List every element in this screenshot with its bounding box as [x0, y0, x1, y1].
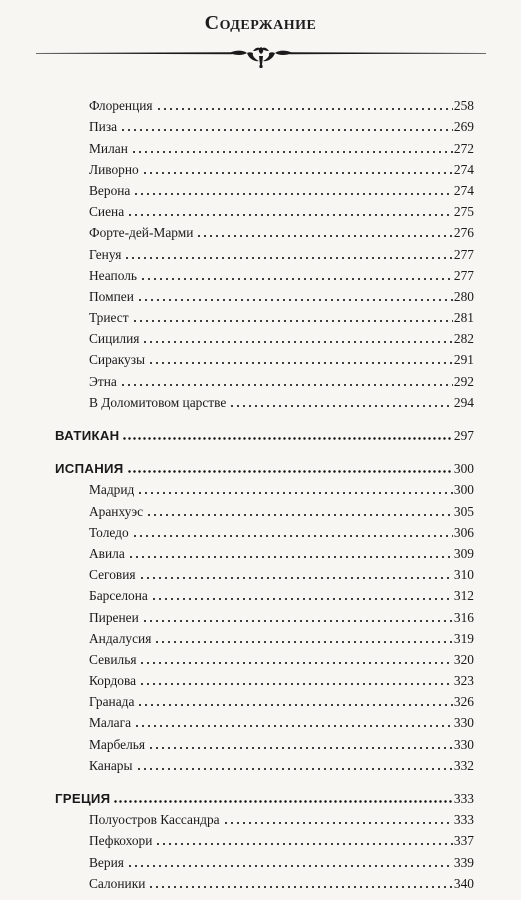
toc-entry-title: Пиза — [89, 119, 118, 135]
toc-entry[interactable] — [0, 113, 474, 134]
toc-entry[interactable] — [0, 156, 474, 177]
toc-entry[interactable] — [0, 92, 474, 113]
toc-entry-title: Помпеи — [89, 288, 134, 304]
toc-entry-title: ИСПАНИЯ — [55, 461, 124, 477]
toc-entry-title: Гранада — [89, 694, 135, 710]
toc-entry[interactable] — [0, 240, 474, 261]
toc-entry-title: Сеговия — [89, 567, 136, 583]
toc-page-number: 320 — [453, 651, 474, 667]
dot-leader — [156, 108, 453, 110]
toc-entry[interactable] — [0, 346, 474, 367]
dot-leader — [155, 843, 453, 845]
dot-leader — [137, 299, 453, 301]
toc-entry[interactable] — [0, 827, 474, 848]
toc-page-number: 277 — [453, 246, 474, 262]
toc-entry-title: ГРЕЦИЯ — [55, 791, 111, 806]
toc-entry[interactable] — [0, 219, 474, 240]
dot-leader — [137, 704, 453, 706]
toc-entry[interactable] — [0, 625, 474, 646]
toc-entry[interactable] — [0, 646, 474, 667]
dot-leader — [133, 193, 453, 195]
toc-page-number: 275 — [453, 204, 474, 220]
toc-entry-title: Сиена — [89, 204, 125, 220]
toc-entry-title: Канары — [89, 757, 133, 773]
toc-entry-title: Этна — [89, 373, 117, 389]
toc-entry[interactable] — [0, 561, 474, 582]
toc-page-number: 339 — [453, 854, 474, 870]
dot-leader — [132, 320, 453, 322]
dot-leader — [128, 556, 453, 558]
toc-page-number: 310 — [453, 567, 474, 583]
toc-entry-title: В Доломитовом царстве — [89, 394, 227, 410]
toc-entry-title: Генуя — [89, 246, 122, 262]
dot-leader — [139, 683, 453, 685]
dot-leader — [223, 822, 453, 824]
toc-entry[interactable] — [0, 283, 474, 304]
toc-entry-title: Малага — [89, 715, 132, 731]
dot-leader — [131, 151, 453, 153]
dot-leader — [139, 577, 453, 579]
toc-entry-title: Полуостров Кассандра — [89, 812, 220, 828]
toc-entry[interactable] — [0, 870, 474, 891]
toc-page-number: 330 — [453, 736, 474, 752]
page-header — [0, 12, 521, 35]
toc-page-number: 319 — [453, 630, 474, 646]
dot-leader — [148, 886, 453, 888]
toc-entry-title: Салоники — [89, 875, 146, 891]
toc-entry[interactable] — [0, 752, 474, 773]
toc-entry-title: Кордова — [89, 673, 137, 689]
dot-leader — [137, 492, 453, 494]
dot-leader — [127, 865, 453, 867]
toc-entry-title: Верия — [89, 854, 124, 870]
toc-page-number: 305 — [453, 503, 474, 519]
toc-section-entry[interactable] — [0, 785, 474, 806]
page-title: Содержание — [204, 12, 317, 34]
toc-entry[interactable] — [0, 134, 474, 155]
toc-page-number: 272 — [453, 140, 474, 156]
toc-page-number: 330 — [453, 715, 474, 731]
toc-entry-title: Толедо — [89, 524, 129, 540]
dot-leader — [134, 725, 453, 727]
toc-page-number: 326 — [453, 694, 474, 710]
toc-entry[interactable] — [0, 198, 474, 219]
toc-entry[interactable] — [0, 476, 474, 497]
toc-entry-title: Авила — [89, 545, 125, 561]
dot-leader — [148, 362, 453, 364]
toc-entry-title: Барселона — [89, 588, 148, 604]
toc-entry-title: Аранхуэс — [89, 503, 144, 519]
dot-leader — [120, 384, 453, 386]
toc-page-number: 316 — [453, 609, 474, 625]
toc-page-number: 306 — [453, 524, 474, 540]
toc-entry-title: Пефкохори — [89, 833, 153, 849]
toc-page-number: 309 — [453, 545, 474, 561]
toc-entry[interactable] — [0, 688, 474, 709]
dot-leader — [196, 235, 452, 237]
toc-entry[interactable] — [0, 667, 474, 688]
dot-leader — [146, 514, 453, 516]
toc-entry[interactable] — [0, 603, 474, 624]
toc-entry-title: Сицилия — [89, 331, 140, 347]
toc-entry[interactable] — [0, 848, 474, 869]
toc-page-number: 276 — [453, 225, 474, 241]
toc-entry-title: Пиренеи — [89, 609, 139, 625]
table-of-contents — [0, 92, 521, 891]
toc-entry[interactable] — [0, 367, 474, 388]
toc-page-number: 323 — [453, 673, 474, 689]
dot-leader — [127, 214, 453, 216]
toc-entry-title: Форте-дей-Марми — [89, 225, 194, 241]
toc-section-entry[interactable] — [0, 422, 474, 443]
toc-page-number: 312 — [453, 588, 474, 604]
toc-entry-title: Севилья — [89, 651, 137, 667]
dot-leader — [122, 437, 452, 440]
toc-page-number: 281 — [453, 310, 474, 326]
toc-page-number: 258 — [453, 98, 474, 114]
ornament-divider-icon — [36, 44, 486, 68]
toc-page-number: 291 — [453, 352, 474, 368]
toc-page-number: 277 — [453, 267, 474, 283]
toc-page-number: 292 — [453, 373, 474, 389]
dot-leader — [124, 257, 453, 259]
toc-entry[interactable] — [0, 497, 474, 518]
toc-entry-title: Триест — [89, 310, 129, 326]
toc-entry[interactable] — [0, 806, 474, 827]
toc-entry[interactable] — [0, 540, 474, 561]
toc-page-number: 269 — [453, 119, 474, 135]
toc-entry-title: Ливорно — [89, 161, 139, 177]
dot-leader — [132, 535, 453, 537]
toc-entry[interactable] — [0, 389, 474, 410]
dot-leader — [139, 662, 452, 664]
toc-entry-title: Милан — [89, 140, 128, 156]
toc-entry[interactable] — [0, 325, 474, 346]
dot-leader — [154, 641, 453, 643]
dot-leader — [142, 172, 453, 174]
dot-leader — [229, 405, 453, 407]
toc-page-number: 274 — [453, 161, 474, 177]
toc-entry[interactable] — [0, 709, 474, 730]
toc-entry[interactable] — [0, 304, 474, 325]
toc-entry[interactable] — [0, 730, 474, 751]
toc-entry-title: Марбелья — [89, 736, 146, 752]
dot-leader — [136, 768, 453, 770]
toc-page-number: 294 — [453, 394, 474, 410]
toc-entry-title: Сиракузы — [89, 352, 146, 368]
toc-entry-title: Неаполь — [89, 267, 138, 283]
dot-leader — [151, 598, 453, 600]
toc-section-entry[interactable] — [0, 455, 474, 476]
toc-page-number: 280 — [453, 288, 474, 304]
toc-page-number: 300 — [453, 482, 474, 498]
dot-leader — [142, 620, 453, 622]
toc-page-number: 332 — [453, 757, 474, 773]
dot-leader — [148, 747, 453, 749]
toc-page-number: 333 — [453, 812, 474, 828]
toc-page-number: 337 — [453, 833, 474, 849]
toc-entry-title: Флоренция — [89, 98, 153, 114]
dot-leader — [120, 129, 453, 131]
dot-leader — [140, 278, 453, 280]
toc-page-number: 300 — [453, 461, 474, 477]
toc-entry[interactable] — [0, 177, 474, 198]
dot-leader — [142, 341, 452, 343]
toc-entry-title: ВАТИКАН — [55, 428, 120, 443]
toc-page-number: 297 — [453, 428, 474, 443]
dot-leader — [113, 800, 452, 803]
toc-page-number: 282 — [453, 331, 474, 347]
toc-page-number: 340 — [453, 875, 474, 891]
toc-entry-title: Мадрид — [89, 482, 135, 498]
toc-entry-title: Верона — [89, 182, 131, 198]
toc-entry-title: Андалусия — [89, 630, 152, 646]
toc-page-number: 333 — [453, 791, 474, 806]
dot-leader — [127, 470, 453, 473]
toc-entry[interactable] — [0, 262, 474, 283]
toc-entry[interactable] — [0, 582, 474, 603]
toc-entry[interactable] — [0, 519, 474, 540]
toc-page-number: 274 — [453, 182, 474, 198]
